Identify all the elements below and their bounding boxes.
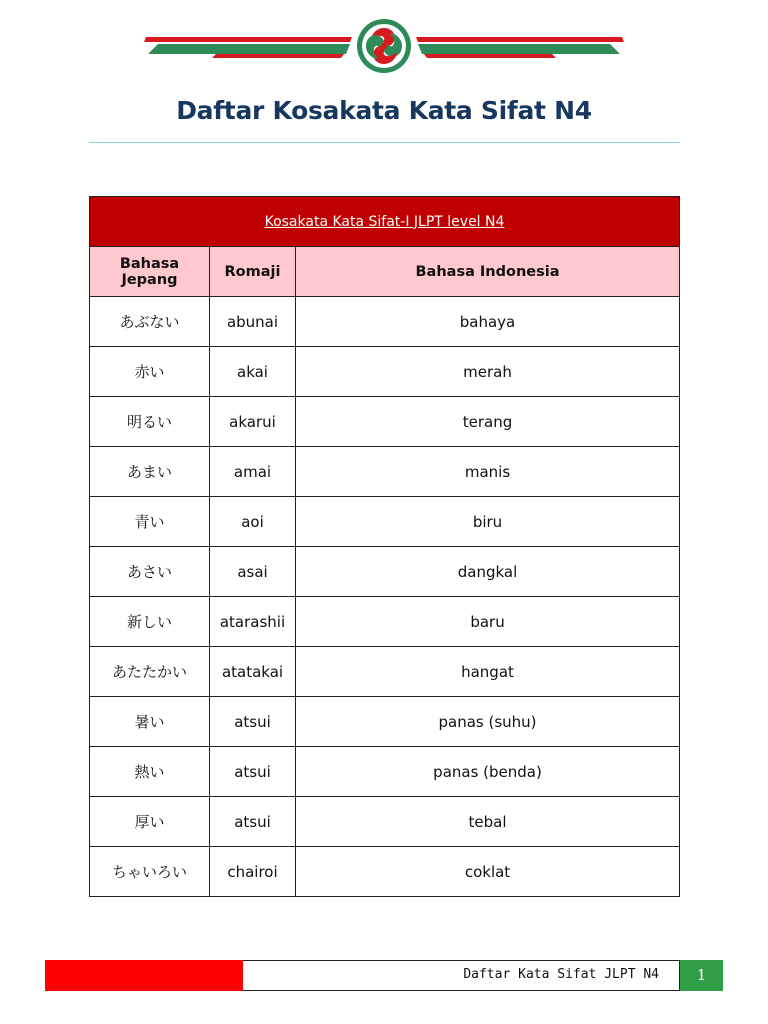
table-body (90, 297, 680, 897)
table-row (90, 347, 680, 397)
cell-indonesian: coklat (296, 847, 680, 897)
footer-label-box (243, 960, 680, 991)
cell-japanese: あぶない (90, 297, 210, 347)
table-row (90, 397, 680, 447)
column-header-indonesian: Bahasa Indonesia (296, 247, 680, 297)
cell-japanese: 青い (90, 497, 210, 547)
cell-romaji: akai (210, 347, 296, 397)
cell-japanese: ちゃいろい (90, 847, 210, 897)
cell-romaji: abunai (210, 297, 296, 347)
footer-text: Daftar Kata Sifat JLPT N4 (463, 967, 659, 982)
cell-japanese: 熱い (90, 747, 210, 797)
page-title: Daftar Kosakata Kata Sifat N4 (176, 96, 592, 125)
header-banner (140, 14, 628, 78)
footer-red-bar (45, 960, 243, 991)
cell-japanese: 明るい (90, 397, 210, 447)
cell-romaji: amai (210, 447, 296, 497)
column-header-romaji: Romaji (210, 247, 296, 297)
title-divider (89, 142, 680, 143)
cell-romaji: aoi (210, 497, 296, 547)
table-row (90, 847, 680, 897)
vocabulary-table (89, 196, 680, 897)
table-row (90, 297, 680, 347)
table-row (90, 497, 680, 547)
cell-japanese: あまい (90, 447, 210, 497)
cell-indonesian: merah (296, 347, 680, 397)
cell-japanese: あたたかい (90, 647, 210, 697)
cell-indonesian: terang (296, 397, 680, 447)
table-row (90, 747, 680, 797)
table-row (90, 597, 680, 647)
cell-japanese: 赤い (90, 347, 210, 397)
right-stripes (416, 37, 624, 58)
cell-romaji: atsui (210, 797, 296, 847)
cell-japanese: 厚い (90, 797, 210, 847)
table-row (90, 547, 680, 597)
cell-indonesian: bahaya (296, 297, 680, 347)
cell-japanese: 暑い (90, 697, 210, 747)
table-row (90, 647, 680, 697)
cell-indonesian: tebal (296, 797, 680, 847)
logo-emblem-icon (357, 19, 411, 73)
table-caption-row (90, 197, 680, 247)
cell-indonesian: dangkal (296, 547, 680, 597)
cell-indonesian: hangat (296, 647, 680, 697)
cell-romaji: atatakai (210, 647, 296, 697)
cell-romaji: atsui (210, 747, 296, 797)
table-row (90, 797, 680, 847)
cell-indonesian: biru (296, 497, 680, 547)
table-header-row (90, 247, 680, 297)
cell-japanese: 新しい (90, 597, 210, 647)
cell-romaji: akarui (210, 397, 296, 447)
cell-indonesian: panas (suhu) (296, 697, 680, 747)
cell-indonesian: manis (296, 447, 680, 497)
table-row (90, 447, 680, 497)
left-stripes (144, 37, 352, 58)
column-header-japanese: Bahasa Jepang (90, 247, 210, 297)
table-caption-link[interactable]: Kosakata Kata Sifat-I JLPT level N4 (90, 197, 680, 247)
cell-indonesian: baru (296, 597, 680, 647)
page-number: 1 (680, 960, 723, 991)
cell-indonesian: panas (benda) (296, 747, 680, 797)
cell-romaji: atarashii (210, 597, 296, 647)
cell-japanese: あさい (90, 547, 210, 597)
cell-romaji: atsui (210, 697, 296, 747)
cell-romaji: chairoi (210, 847, 296, 897)
cell-romaji: asai (210, 547, 296, 597)
table-row (90, 697, 680, 747)
